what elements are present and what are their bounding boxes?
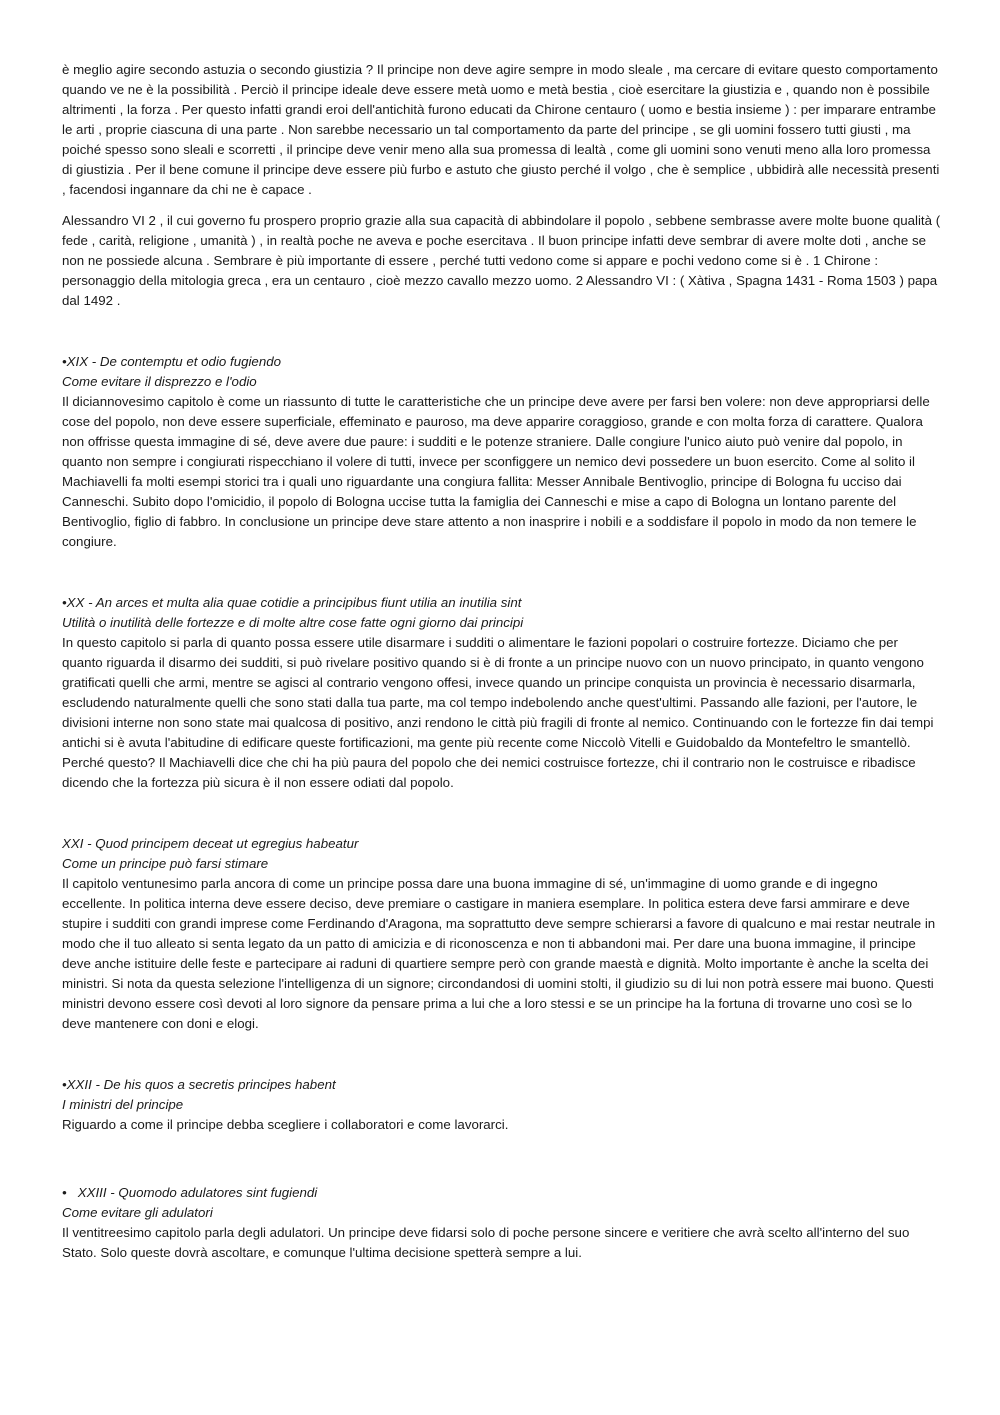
- section-xxiii: [62, 1183, 942, 1263]
- section-xx: [62, 593, 942, 793]
- section-body: Il capitolo ventunesimo parla ancora di come un principe possa dare una buona immagine di sé, un'immagine di uomo grande e di ingegno eccellente. In politica interna deve essere deciso, deve premiare o castigare in maniera esemplare. In politica estera deve farsi ammirare e deve stupire i sudditi con grandi imprese come Ferdinando d'Aragona, ma soprattutto deve sempre schierarsi a favore di qualcuno e mai restar neutrale in modo che il tuo alleato si senta legato da un patto di amicizia e di riconoscenza e non ti abbandoni mai. Per dare una buona immagine, il principe deve anche istituire delle feste e partecipare ai raduni di quartiere sempre però con grande maestà e dignità. Molto importante è anche la scelta dei ministri. Si nota da questa selezione l'intelligenza di un signore; circondandosi di uomini stolti, il giudizio su di lui non potrà essere mai buono. Questi ministri devono essere così devoti al loro signore da pensare prima a lui che a loro stessi e se un principe ha la fortuna di trovarne uno così se lo deve mantenere con doni e elogi.: [62, 876, 936, 1031]
- section-xix: [62, 352, 942, 552]
- section-subheading: Come un principe può farsi stimare: [62, 856, 269, 871]
- section-heading: XXI - Quod principem deceat ut egregius habeatur: [62, 836, 359, 851]
- section-xxi: [62, 834, 942, 1034]
- section-body: Il diciannovesimo capitolo è come un riassunto di tutte le caratteristiche che un principe deve avere per farsi ben volere: non deve appropriarsi delle cose del popolo, non deve essere superficiale, effeminato e pauroso, ma deve apparire coraggioso, grande e con molta forza di carattere. Qualora non offrisse questa immagine di sé, deve avere due paure: i sudditi e le potenze straniere. Dalle congiure l'unico aiuto può venire dal popolo, in quanto non sempre i congiurati rispecchiano il volere di tutti, invece per sconfiggere un nemico devi possedere un buon esercito. Come al solito il Machiavelli fa molti esempi storici tra i quali uno riguardante una congiura fallita: Messer Annibale Bentivoglio, principe di Bologna fu ucciso dai Canneschi. Subito dopo l'omicidio, il popolo di Bologna uccise tutta la famiglia dei Canneschi e mise a capo di Bologna un lontano parente del Bentivoglio, figlio di fabbro. In conclusione un principe deve stare attento a non inasprire i nobili e a soddisfare il popolo in modo da non temere le congiure.: [62, 394, 930, 549]
- spacer: [62, 311, 942, 352]
- section-body: Il ventitreesimo capitolo parla degli adulatori. Un principe deve fidarsi solo di poche persone sincere e veritiere che avrà scelto all'interno del suo Stato. Solo queste dovrà ascoltare, e comunque l'ultima decisione spetterà sempre a lui.: [62, 1225, 910, 1260]
- section-subheading: I ministri del principe: [62, 1097, 184, 1112]
- spacer: [62, 1034, 942, 1075]
- section-heading: •XIX - De contemptu et odio fugiendo: [62, 354, 282, 369]
- paragraph-prince-astuzia: è meglio agire secondo astuzia o secondo giustizia ? Il principe non deve agire sempre in modo sleale , ma cercare di evitare questo comportamento quando ve ne è la possibilità . Perciò il principe ideale deve essere metà uomo e metà bestia , cioè esercitare la giustizia e , quando non è possibile altrimenti , la forza . Per questo infatti grandi eroi dell'antichità furono educati da Chirone centauro ( uomo e bestia insieme ) : per imparare entrambe le arti , proprie ciascuna di una parte . Non sarebbe necessario un tal comportamento da parte del principe , se gli uomini fossero tutti giusti , ma poiché spesso sono sleali e scorretti , il principe deve venir meno alla sua promessa di lealtà , come gli uomini sono venuti meno alla loro promessa di giustizia . Per il bene comune il principe deve essere più furbo e astuto che giusto perché il volgo , che è semplice , ubbidirà alle necessità presenti , facendosi ingannare da chi ne è capace .: [62, 62, 940, 197]
- section-heading: •XX - An arces et multa alia quae cotidie a principibus fiunt utilia an inutilia sint: [62, 595, 522, 610]
- section-heading: •XXII - De his quos a secretis principes habent: [62, 1077, 336, 1092]
- section-heading: • XXIII - Quomodo adulatores sint fugiendi: [62, 1185, 318, 1200]
- section-subheading: Come evitare gli adulatori: [62, 1205, 213, 1220]
- section-body: Riguardo a come il principe debba scegliere i collaboratori e come lavorarci.: [62, 1117, 509, 1132]
- section-xxii: [62, 1075, 942, 1135]
- spacer: [62, 1135, 942, 1183]
- section-body: In questo capitolo si parla di quanto possa essere utile disarmare i sudditi o alimentare le fazioni popolari o costruire fortezze. Diciamo che per quanto riguarda il disarmo dei sudditi, si può rivelare positivo quando si è di fronte a un principe nuovo con un nuovo principato, in quanto vengono gratificati quelli che armi, mentre se agisci al contrario vengono offesi, invece quando un principe conquista un provincia è necessario disarmarla, escludendo naturalmente quelli che sono stati dalla tua parte, ma col tempo indebolendo anche quest'ultimi. Passando alle fazioni, per l'autore, le divisioni interne non sono state mai qualcosa di positivo, anzi rendono le città più fragili di fronte al nemico. Continuando con le fortezze fin dai tempi antichi si è avuta l'abitudine di edificare queste fortificazioni, ma gente più recente come Niccolò Vitelli e Guidobaldo da Montefeltro le smantellò. Perché questo? Il Machiavelli dice che chi ha più paura del popolo che dei nemici costruisce fortezze, chi il contrario non le costruisce e ribadisce dicendo che la fortezza più sicura è il non essere odiati dal popolo.: [62, 635, 934, 790]
- spacer: [62, 552, 942, 593]
- section-subheading: Utilità o inutilità delle fortezze e di molte altre cose fatte ogni giorno dai principi: [62, 615, 524, 630]
- section-subheading: Come evitare il disprezzo e l'odio: [62, 374, 257, 389]
- paragraph-alessandro-vi: Alessandro VI 2 , il cui governo fu prospero proprio grazie alla sua capacità di abbindolare il popolo , sebbene sembrasse avere molte buone qualità ( fede , carità, religione , umanità ) , in realtà poche ne aveva e poche esercitava . Il buon principe infatti deve sembrar di avere molte doti , anche se non ne possiede alcuna . Sembrare è più importante di essere , perché tutti vedono come si appare e pochi vedono come si è . 1 Chirone : personaggio della mitologia greca , era un centauro , cioè mezzo cavallo mezzo uomo. 2 Alessandro VI : ( Xàtiva , Spagna 1431 - Roma 1503 ) papa dal 1492 .: [62, 213, 941, 308]
- document-page: [62, 60, 942, 1263]
- spacer: [62, 793, 942, 834]
